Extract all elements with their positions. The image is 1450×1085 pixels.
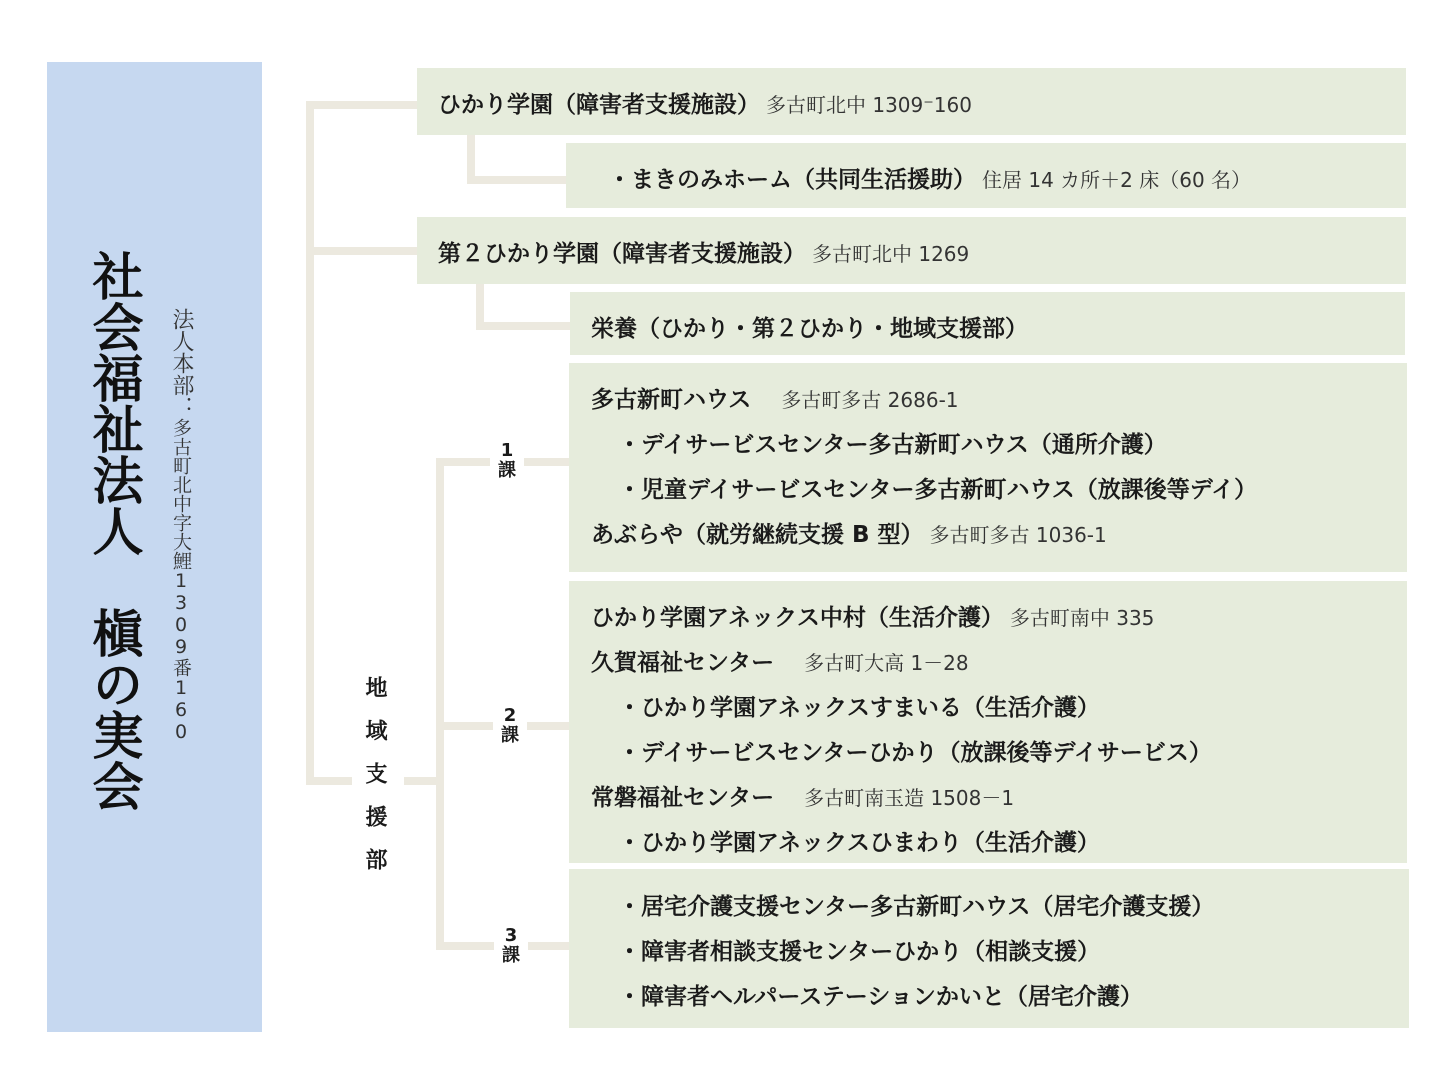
facility-address: 多古町北中 1309⁻160 xyxy=(766,93,972,117)
hq-address: 多古町北中字大鯉1309番160 xyxy=(170,418,192,743)
facility-name: 第２ひかり学園（障害者支援施設） xyxy=(438,241,806,267)
organization-name: 社会福祉法人 槇の実会 xyxy=(83,250,142,811)
ka3-item xyxy=(618,933,1100,966)
facility-address: 多古町北中 1269 xyxy=(812,242,970,266)
ka3-item xyxy=(618,978,1143,1011)
facility-name: ひかり学園アネックス中村（生活介護） xyxy=(591,605,1004,631)
ka1-label: 1 課 xyxy=(490,441,524,481)
ka2-item xyxy=(618,734,1212,767)
ka3-label: 3 課 xyxy=(494,926,528,966)
branch-makinomi-h xyxy=(467,176,567,184)
hq-label: 法人本部： xyxy=(169,308,194,418)
ka1-item xyxy=(618,471,1257,504)
ka1-item xyxy=(618,426,1167,459)
facility-name: ・障害者相談支援センターひかり（相談支援） xyxy=(618,939,1101,965)
chiiki-shienbu-label: 地域支援部 xyxy=(362,676,387,891)
dai2-hikari-row xyxy=(438,235,969,268)
facility-name: ・児童デイサービスセンター多古新町ハウス（放課後等デイ） xyxy=(618,477,1258,503)
facility-name: ・ひかり学園アネックスひまわり（生活介護） xyxy=(618,830,1100,856)
facility-name: 常磐福祉センター xyxy=(591,785,775,811)
ka2-item xyxy=(591,644,969,677)
facility-address: 多古町南中 335 xyxy=(1009,606,1155,630)
hikari-gakuen-row xyxy=(438,86,972,119)
main-trunk-line xyxy=(306,101,314,785)
facility-address: 多古町多古 1036-1 xyxy=(929,523,1107,547)
branch-chiiki xyxy=(306,777,352,785)
facility-name: ・障害者ヘルパーステーションかいと（居宅介護） xyxy=(618,984,1143,1010)
ka2-item xyxy=(618,824,1100,857)
facility-name: ・居宅介護支援センター多古新町ハウス（居宅介護支援） xyxy=(618,894,1215,920)
facility-address: 多古町多古 2686-1 xyxy=(781,388,959,412)
ka-trunk-line xyxy=(436,458,444,950)
facility-name: ・ひかり学園アネックスすまいる（生活介護） xyxy=(618,695,1100,721)
eiyou-row xyxy=(591,310,1028,343)
facility-name: 栄養（ひかり・第２ひかり・地域支援部） xyxy=(591,316,1028,342)
ka2-item xyxy=(591,599,1154,632)
facility-name: ・デイサービスセンターひかり（放課後等デイサービス） xyxy=(618,740,1212,766)
facility-name: ・デイサービスセンター多古新町ハウス（通所介護） xyxy=(618,432,1167,458)
ka1-item xyxy=(591,516,1107,549)
facility-detail: 住居 14 カ所＋2 床（60 名） xyxy=(982,168,1252,192)
facility-name: 多古新町ハウス xyxy=(591,387,752,413)
makinomi-home-row xyxy=(608,161,1251,194)
facility-name: 久賀福祉センター xyxy=(591,650,775,676)
facility-name: ・まきのみホーム（共同生活援助） xyxy=(608,167,976,193)
ka3-item xyxy=(618,888,1214,921)
ka2-label: 2 課 xyxy=(493,706,527,746)
facility-address: 多古町南玉造 1508－1 xyxy=(804,786,1015,810)
headquarters xyxy=(166,308,196,743)
branch-dai2 xyxy=(306,247,418,255)
facility-address: 多古町大高 1－28 xyxy=(804,651,969,675)
ka2-item xyxy=(591,779,1014,812)
ka1-item xyxy=(591,381,959,414)
facility-name: ひかり学園（障害者支援施設） xyxy=(438,92,760,118)
ka2-item xyxy=(618,689,1100,722)
facility-name: あぶらや（就労継続支援 B 型） xyxy=(591,522,924,548)
branch-eiyou-h xyxy=(476,322,572,330)
branch-hikari xyxy=(306,101,418,109)
